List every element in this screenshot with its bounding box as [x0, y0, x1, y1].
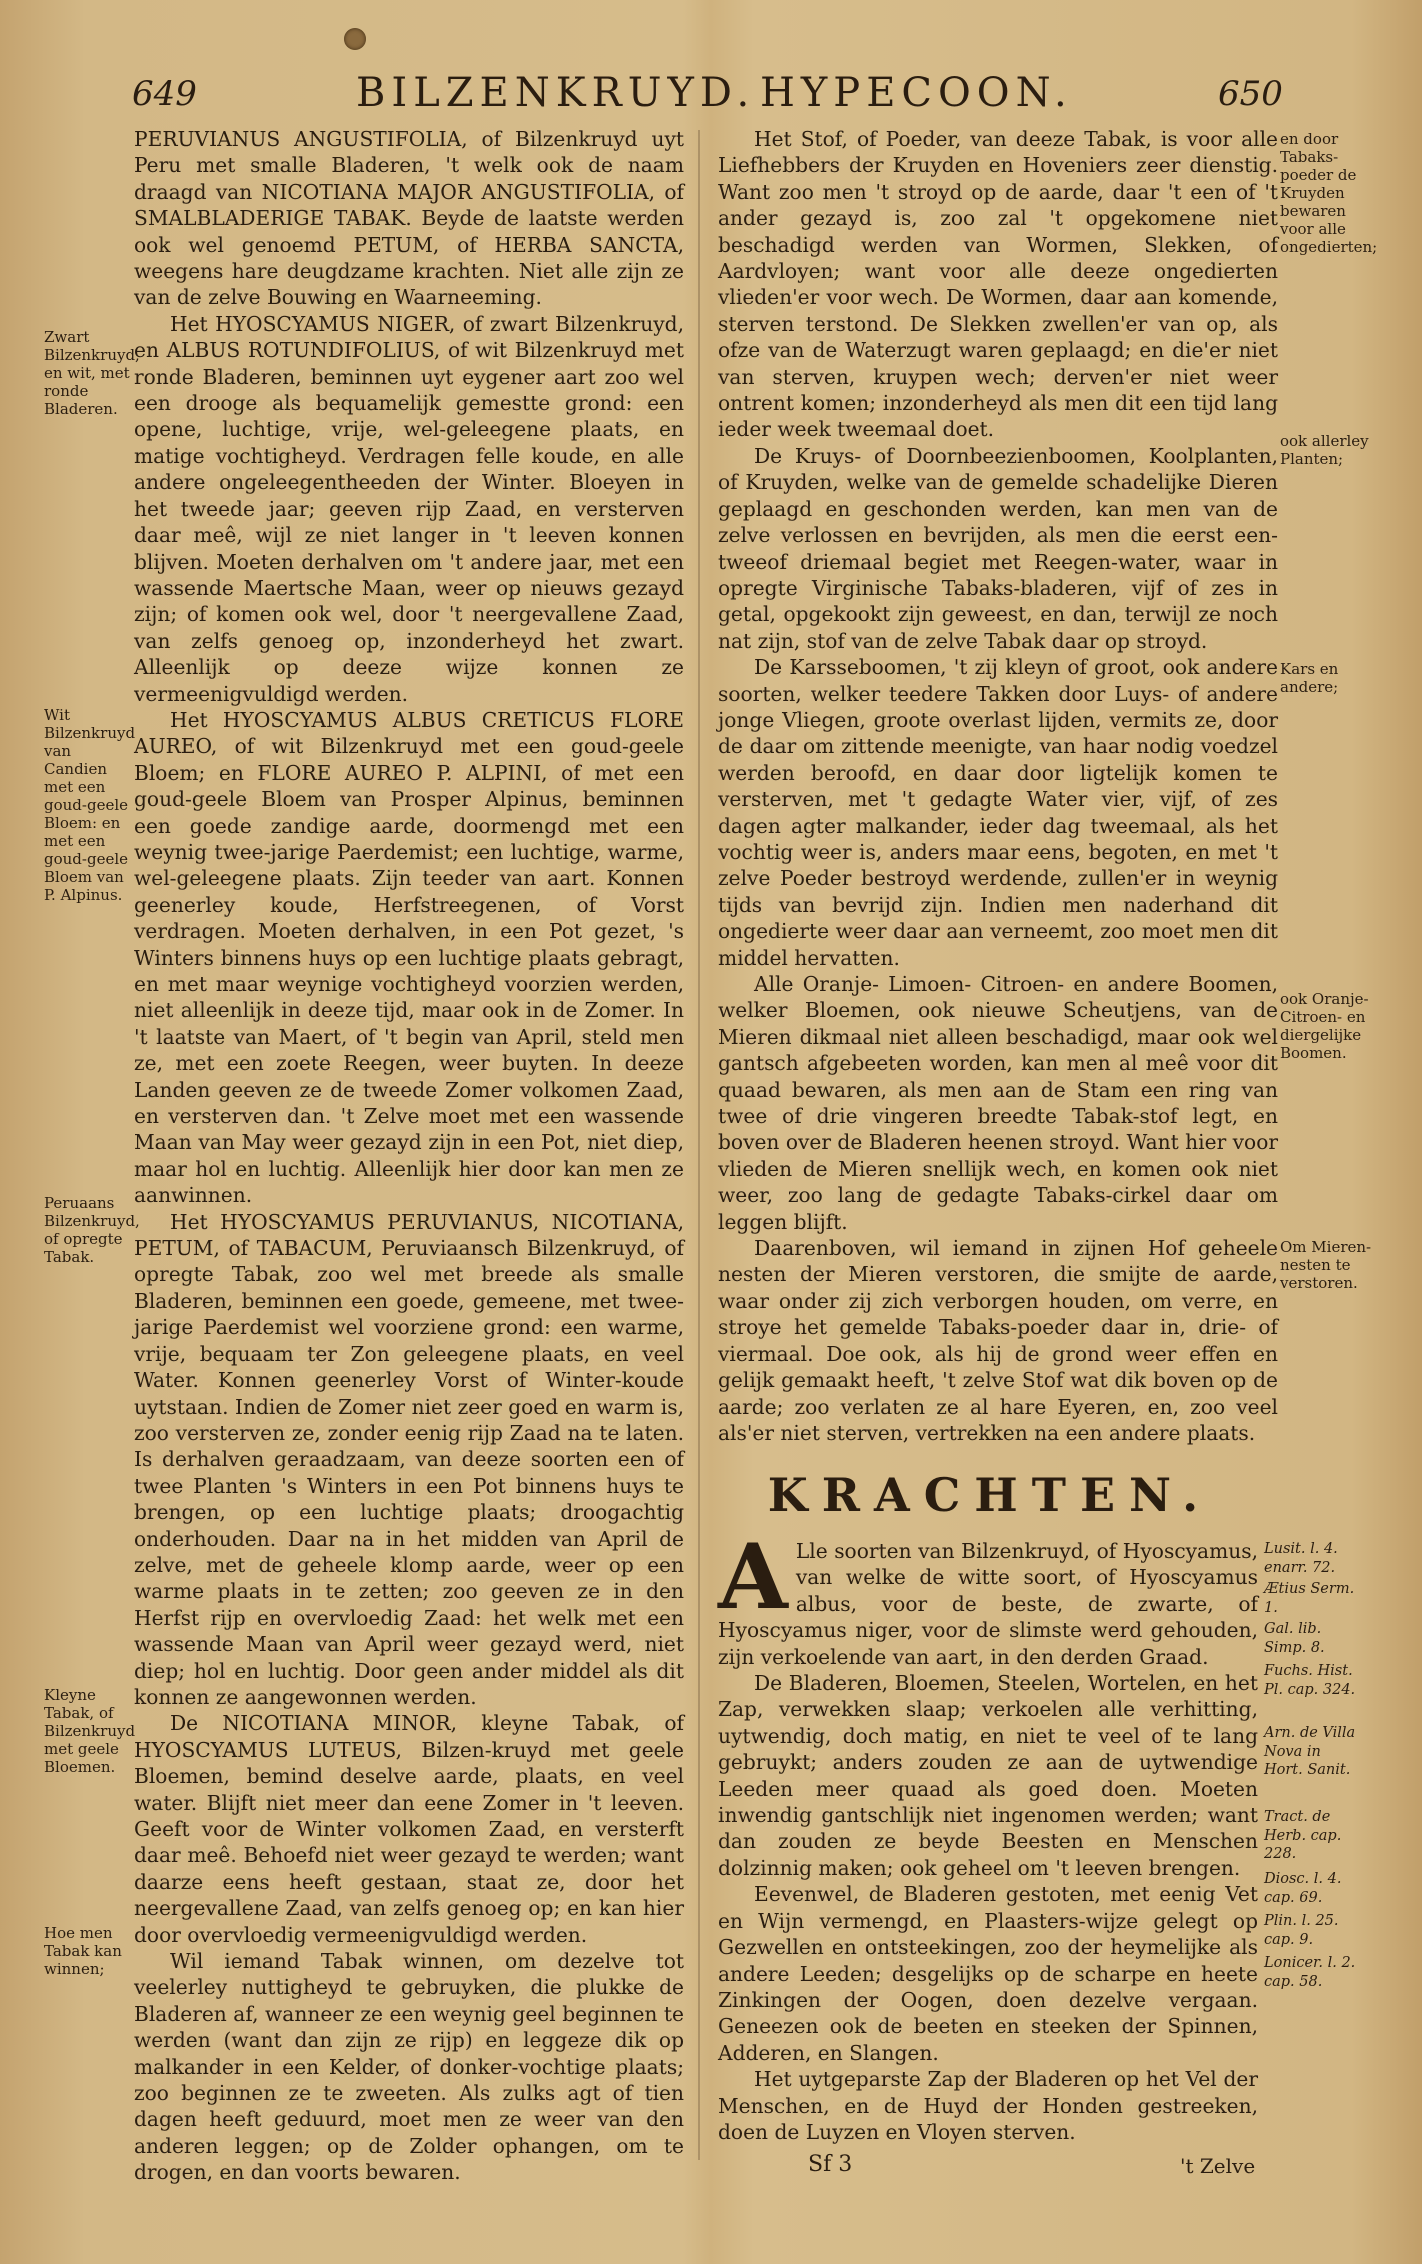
paragraph: De Karsseboomen, 't zij kleyn of groot, ook andere soorten, welker teedere Takken door Luys- of andere jonge Vliegen, groote overlast lijden, vermits ze, door de daar om zittende meenigte, van haar nodig voedzel werden beroofd, en daar door ligtelijk komen te versterven, met 't gedagte Water vier, vijf, of zes dagen agter malkander, ieder dag tweemaal, als het vochtig weer is, anders maar eens, begoten, en met 't zelve Poeder bestroyd werdende, zullen'er in weynig tijds van bevrijd zijn. Indien men naderhand dit ongedierte weer daar aan verneemt, zoo moet men dit middel hervatten. [718, 655, 1278, 970]
citation: Arn. de Villa Nova in Hort. Sanit. [1264, 1725, 1356, 1778]
krachten-body [718, 1524, 1258, 2145]
margin-note: en door Tabaks-poeder de Kruyden bewaren voor alle ongedierten; [1280, 130, 1378, 256]
margin-note: Hoe men Tabak kan winnen; [44, 1924, 122, 1978]
margin-note: ook Oranje- Citroen- en diergelijke Boomen. [1280, 990, 1369, 1062]
paragraph: Het Stof, of Poeder, van deeze Tabak, is voor alle Liefhebbers der Kruyden en Hoveniers zeer dienstig. Want zoo men 't stroyd op de aarde, daar 't een of 't ander gezayd is, zoo zal 't opgekomene niet beschadigd werden van Wormen, Slekken, of Aardvloyen; want voor alle deeze ongedierten vlieden'er voor wech. De Wormen, daar aan komende, sterven terstond. De Slekken zwellen'er van op, als ofze van de Waterzugt waren geplaagd; en die'er niet van sterven, kruypen wech; derven'er niet weer ontrent komen; inzonderheyd als men dit een tijd lang ieder week tweemaal doet. [718, 127, 1278, 442]
citation: Diosc. l. 4. cap. 69. [1264, 1871, 1342, 1906]
paragraph: Daarenboven, wil iemand in zijnen Hof geheele nesten der Mieren verstoren, die smijte de aarde, waar onder zij zich verborgen houden, om verre, en stroye het gemelde Tabaks-poeder daar in, drie- of viermaal. Doe ook, als hij de grond weer effen en gelijk gemaakt heeft, 't zelve Stof wat dik boven op de aarde; zoo verlaten ze al hare Eyeren, en, zoo veel als'er niet sterven, vertrekken na een andere plaats. [718, 1236, 1278, 1445]
paragraph: Alle Oranje- Limoen- Citroen- en andere Boomen, welker Bloemen, ook nieuwe Scheutjens, van de Mieren dikmaal niet alleen beschadigd, maar ook wel gantsch afgebeeten worden, kan men al meê voor dit quaad bewaren, als men aan de Stam een ring van twee of drie vingeren breedte Tabak-stof legt, en boven over de Bladeren heenen stroyd. Want hier voor vlieden de Mieren snellijk wech, en komen ook niet weer, zoo lang de gedagte Tabaks-cirkel daar om leggen blijft. [718, 972, 1279, 1234]
paragraph-text: Lle soorten van Bilzenkruyd, of Hyoscyamus, van welke de witte soort, of Hyoscyamus albus, voor de beste, de zwarte, of Hyoscyamus niger, voor de slimste werd gehouden, zijn verkoelende van aart, in den derden Graad. [718, 1539, 1258, 1669]
margin-note: Om Mieren-nesten te verstoren. [1280, 1238, 1372, 1292]
paragraph: PERUVIANUS ANGUSTIFOLIA, of Bilzenkruyd uyt Peru met smalle Bladeren, 't welk ook de naam draagd van NICOTIANA MAJOR ANGUSTIFOLIA, of SMALBLADERIGE TABAK. Beyde de laatste werden ook wel genoemd PETUM, of HERBA SANCTA, weegens hare deugdzame krachten. Niet alle zijn ze van de zelve Bouwing en Waarneeming. [134, 127, 684, 310]
paragraph: Het HYOSCYAMUS ALBUS CRETICUS FLORE AUREO, of wit Bilzenkruyd met een goud-geele Bloem; en FLORE AUREO P. ALPINI, of met een goud-geele Bloem van Prosper Alpinus, beminnen een goede zandige aarde, doormengd met een weynig twee-jarige Paerdemist; een luchtige, warme, wel-geleegene plaats. Zijn teeder van aart. Konnen geenerley koude, Herfstreegenen, of Vorst verdragen. Moeten derhalven, in een Pot gezet, 's Winters binnens huys op een luchtige plaats gebragt, en met maar weynige vochtigheyd voorzien werden, niet alleenlijk in deeze tijd, maar ook in de Zomer. In 't laatste van Maert, of 't begin van April, steld men ze, met een zoete Reegen, weer buyten. In deeze Landen geeven ze de tweede Zomer volkomen Zaad, en versterven dan. 't Zelve moet met een wassende Maan van May weer gezayd zijn in een Pot, niet diep, maar hol en luchtig. Alleenlijk hier door kan men ze aanwinnen. [134, 707, 684, 1208]
paragraph: Eevenwel, de Bladeren gestoten, met eenig Vet en Wijn vermengd, en Plaasters-wijze gelegt op Gezwellen en ontsteekingen, zoo der heymelijke als andere Leeden; desgelijks op de scharpe en heete Zinkingen der Oogen, doen dezelve vergaan. Geneezen ook de beeten en steeken der Spinnen, Adderen, en Slangen. [718, 1882, 1258, 2065]
paragraph: De NICOTIANA MINOR, kleyne Tabak, of HYOSCYAMUS LUTEUS, Bilzen-kruyd met geele Bloemen, bemind deselve aarde, plaats, en veel water. Blijft niet meer dan eene Zomer in 't leeven. Geeft voor de Winter volkomen Zaad, en versterft daar meê. Behoefd niet weer gezayd te werden; want daarze eens heeft gestaan, staat ze, door het neergevallene Zaad, van zelfs genoeg op; en kan hier door overvloedig vermeenigvuldigd werden. [134, 1711, 684, 1947]
left-column [134, 126, 684, 2186]
margin-note: Zwart Bilzenkruyd, en wit, met ronde Bladeren. [44, 328, 140, 418]
running-title-left: BILZENKRUYD. [356, 70, 756, 116]
paragraph: Het uytgeparste Zap der Bladeren op het Vel der Menschen, en de Huyd der Honden gestreeken, doen de Luyzen en Vloyen sterven. [718, 2067, 1258, 2144]
margin-note: Kars en andere; [1280, 660, 1339, 696]
paragraph: De Kruys- of Doornbeezienboomen, Koolplanten, of Kruyden, welke van de gemelde schadelijke Dieren geplaagd en geschonden werden, kan men van de zelve verlossen en bevrijden, als men die eerst een- tweeof driemaal begiet met Reegen-water, waar in opregte Virginische Tabaks-bladeren, vijf of zes in getal, opgekookt zijn geweest, en dan, terwijl ze noch nat zijn, stof van de zelve Tabak daar op stroyd. [718, 443, 1278, 653]
citation: Gal. lib. Simp. 8. [1264, 1621, 1325, 1656]
citation: Lonicer. l. 2. cap. 58. [1264, 1955, 1356, 1990]
margin-note: Kleyne Tabak, of Bilzenkruyd met geele Bloemen. [44, 1686, 136, 1776]
section-title: KRACHTEN. [767, 1468, 1213, 1522]
page-header [0, 70, 1422, 130]
citation: Tract. de Herb. cap. 228. [1264, 1809, 1342, 1862]
citation: Fuchs. Hist. Pl. cap. 324. [1264, 1663, 1356, 1698]
signature-mark: Sf 3 [808, 2152, 853, 2177]
citation: Plin. l. 25. cap. 9. [1264, 1913, 1339, 1948]
citation: Lusit. l. 4. enarr. 72. [1264, 1541, 1338, 1576]
paragraph: Het HYOSCYAMUS NIGER, of zwart Bilzenkruyd, en ALBUS ROTUNDIFOLIUS, of wit Bilzenkruyd met ronde Bladeren, beminnen uyt eygener aart zoo wel een drooge als bequamelijk gemestte grond: een opene, luchtige, vrije, wel-geleegene plaats, en matige vochtigheyd. Verdragen felle koude, en alle andere ongeleegentheeden der Winter. Bloeyen in het tweede jaar; geeven rijp Zaad, en versterven daar meê, wijl ze niet langer in 't leeven konnen blijven. Moeten derhalven om 't andere jaar, met een wassende Maertsche Maan, weer op nieuws gezayd zijn; of komen ook wel, door 't neergevallene Zaad, van zelfs genoeg op, inzonderheyd het zwart. Alleenlijk op deeze wijze konnen ze vermeenigvuldigd werden. [134, 311, 684, 706]
catchword: 't Zelve [1180, 2154, 1256, 2178]
page-number-left: 649 [132, 74, 197, 114]
margin-note: ook allerley Planten; [1280, 432, 1369, 468]
column-rule [698, 130, 700, 2160]
margin-note: Wit Bilzenkruyd van Candien met een goud-geele Bloem: en met een goud-geele Bloem van P. Alpinus. [44, 706, 136, 904]
drop-cap: A [718, 1524, 788, 1630]
right-column [718, 126, 1278, 1446]
running-title-right: HYPECOON. [760, 70, 1073, 116]
binding-hole [344, 28, 366, 50]
paragraph: De Bladeren, Bloemen, Steelen, Wortelen, en het Zap, verwekken slaap; verkoelen alle verhitting, uytwendig, doch matig, en niet te veel of te lang gebruykt; anders zouden ze aan de uytwendige Leeden meer quaad als goed doen. Moeten inwendig gantschlijk niet ingenomen werden; want dan zouden ze beyde Beesten en Menschen dolzinnig maken; ook geheel om 't leeven brengen. [718, 1671, 1258, 1880]
citation: Ætius Serm. 1. [1264, 1581, 1355, 1616]
paragraph [718, 1524, 1258, 1670]
paragraph: Het HYOSCYAMUS PERUVIANUS, NICOTIANA, PETUM, of TABACUM, Peruviaansch Bilzenkruyd, of opregte Tabak, zoo wel met breede als smalle Bladeren, beminnen een goede, gemeene, met twee-jarige Paerdemist wel voorziene grond: een warme, vrije, bequaam ter Zon geleegene plaats, en veel Water. Konnen geenerley Vorst of Winter-koude uytstaan. Indien de Zomer niet zeer goed en warm is, zoo versterven ze, zonder eenig rijp Zaad na te laten. Is derhalven geraadzaam, van deeze soorten een of twee Planten 's Winters in een Pot binnens huys te brengen, op een luchtige plaats; droogachtig onderhouden. Daar na in het midden van April de zelve, met de geheele klomp aarde, weer op een warme plaats in te zetten; zoo geeven ze in den Herfst rijp en overvloedig Zaad: het welk met een wassende Maan van April weer gezayd werd, niet diep; hol en luchtig. Door geen ander middel als dit konnen ze aangewonnen werden. [134, 1209, 684, 1709]
paragraph: Wil iemand Tabak winnen, om dezelve tot veelerley nuttigheyd te gebruyken, die plukke de Bladeren af, wanneer ze een weynig geel beginnen te werden (want dan zijn ze rijp) en leggeze dik op malkander in een Kelder, of donker-vochtige plaats; zoo beginnen ze te zweeten. Als zulks agt of tien dagen heeft geduurd, moet men ze weer van den anderen leggen; op de Zolder ophangen, om te drogen, en dan voorts bewaren. [134, 1949, 684, 2185]
margin-note: Peruaans Bilzenkruyd, of opregte Tabak. [44, 1194, 140, 1266]
page-number-right: 650 [1218, 74, 1283, 114]
